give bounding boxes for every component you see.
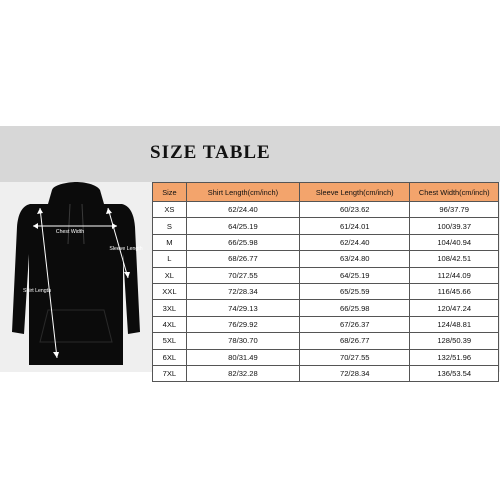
cell-shirt-length: 76/29.92 <box>186 316 299 332</box>
hoodie-illustration <box>0 182 150 372</box>
cell-size: 6XL <box>153 349 187 365</box>
cell-shirt-length: 74/29.13 <box>186 300 299 316</box>
cell-sleeve-length: 62/24.40 <box>300 234 410 250</box>
cell-sleeve-length: 63/24.80 <box>300 251 410 267</box>
size-table-title: SIZE TABLE <box>150 142 271 163</box>
size-table <box>152 182 499 382</box>
table-row <box>153 234 499 250</box>
cell-size: 7XL <box>153 365 187 381</box>
cell-size: S <box>153 218 187 234</box>
cell-size: M <box>153 234 187 250</box>
cell-size: XS <box>153 202 187 218</box>
hoodie-hood <box>48 182 104 204</box>
header-size: Size <box>153 183 187 202</box>
cell-shirt-length: 72/28.34 <box>186 283 299 299</box>
table-row <box>153 365 499 381</box>
sleeve-label: Sleeve Length <box>109 246 143 252</box>
cell-sleeve-length: 68/26.77 <box>300 333 410 349</box>
cell-shirt-length: 80/31.49 <box>186 349 299 365</box>
cell-sleeve-length: 70/27.55 <box>300 349 410 365</box>
cell-sleeve-length: 66/25.98 <box>300 300 410 316</box>
cell-chest-width: 120/47.24 <box>410 300 499 316</box>
cell-shirt-length: 68/26.77 <box>186 251 299 267</box>
cell-sleeve-length: 61/24.01 <box>300 218 410 234</box>
cell-shirt-length: 64/25.19 <box>186 218 299 234</box>
cell-chest-width: 136/53.54 <box>410 365 499 381</box>
cell-chest-width: 96/37.79 <box>410 202 499 218</box>
cell-sleeve-length: 72/28.34 <box>300 365 410 381</box>
cell-chest-width: 104/40.94 <box>410 234 499 250</box>
cell-chest-width: 132/51.96 <box>410 349 499 365</box>
table-row <box>153 218 499 234</box>
cell-chest-width: 108/42.51 <box>410 251 499 267</box>
cell-size: 4XL <box>153 316 187 332</box>
cell-chest-width: 112/44.09 <box>410 267 499 283</box>
cell-size: 5XL <box>153 333 187 349</box>
header-shirt-length: Shirt Length(cm/inch) <box>186 183 299 202</box>
cell-sleeve-length: 65/25.59 <box>300 283 410 299</box>
cell-sleeve-length: 67/26.37 <box>300 316 410 332</box>
table-row <box>153 251 499 267</box>
cell-shirt-length: 78/30.70 <box>186 333 299 349</box>
table-row <box>153 202 499 218</box>
header-sleeve-length: Sleeve Length(cm/inch) <box>300 183 410 202</box>
cell-size: XL <box>153 267 187 283</box>
cell-shirt-length: 62/24.40 <box>186 202 299 218</box>
header-chest-width: Chest Width(cm/inch) <box>410 183 499 202</box>
cell-shirt-length: 70/27.55 <box>186 267 299 283</box>
cell-chest-width: 100/39.37 <box>410 218 499 234</box>
cell-size: XXL <box>153 283 187 299</box>
table-row <box>153 300 499 316</box>
cell-sleeve-length: 64/25.19 <box>300 267 410 283</box>
cell-size: 3XL <box>153 300 187 316</box>
shirt-label: Shirt Length <box>23 288 51 294</box>
table-row <box>153 267 499 283</box>
cell-chest-width: 128/50.39 <box>410 333 499 349</box>
cell-size: L <box>153 251 187 267</box>
chest-label: Chest Width <box>55 229 85 235</box>
cell-shirt-length: 66/25.98 <box>186 234 299 250</box>
cell-shirt-length: 82/32.28 <box>186 365 299 381</box>
table-row <box>153 283 499 299</box>
table-row <box>153 349 499 365</box>
cell-chest-width: 116/45.66 <box>410 283 499 299</box>
cell-chest-width: 124/48.81 <box>410 316 499 332</box>
table-row <box>153 333 499 349</box>
cell-sleeve-length: 60/23.62 <box>300 202 410 218</box>
table-header-row <box>153 183 499 202</box>
table-row <box>153 316 499 332</box>
